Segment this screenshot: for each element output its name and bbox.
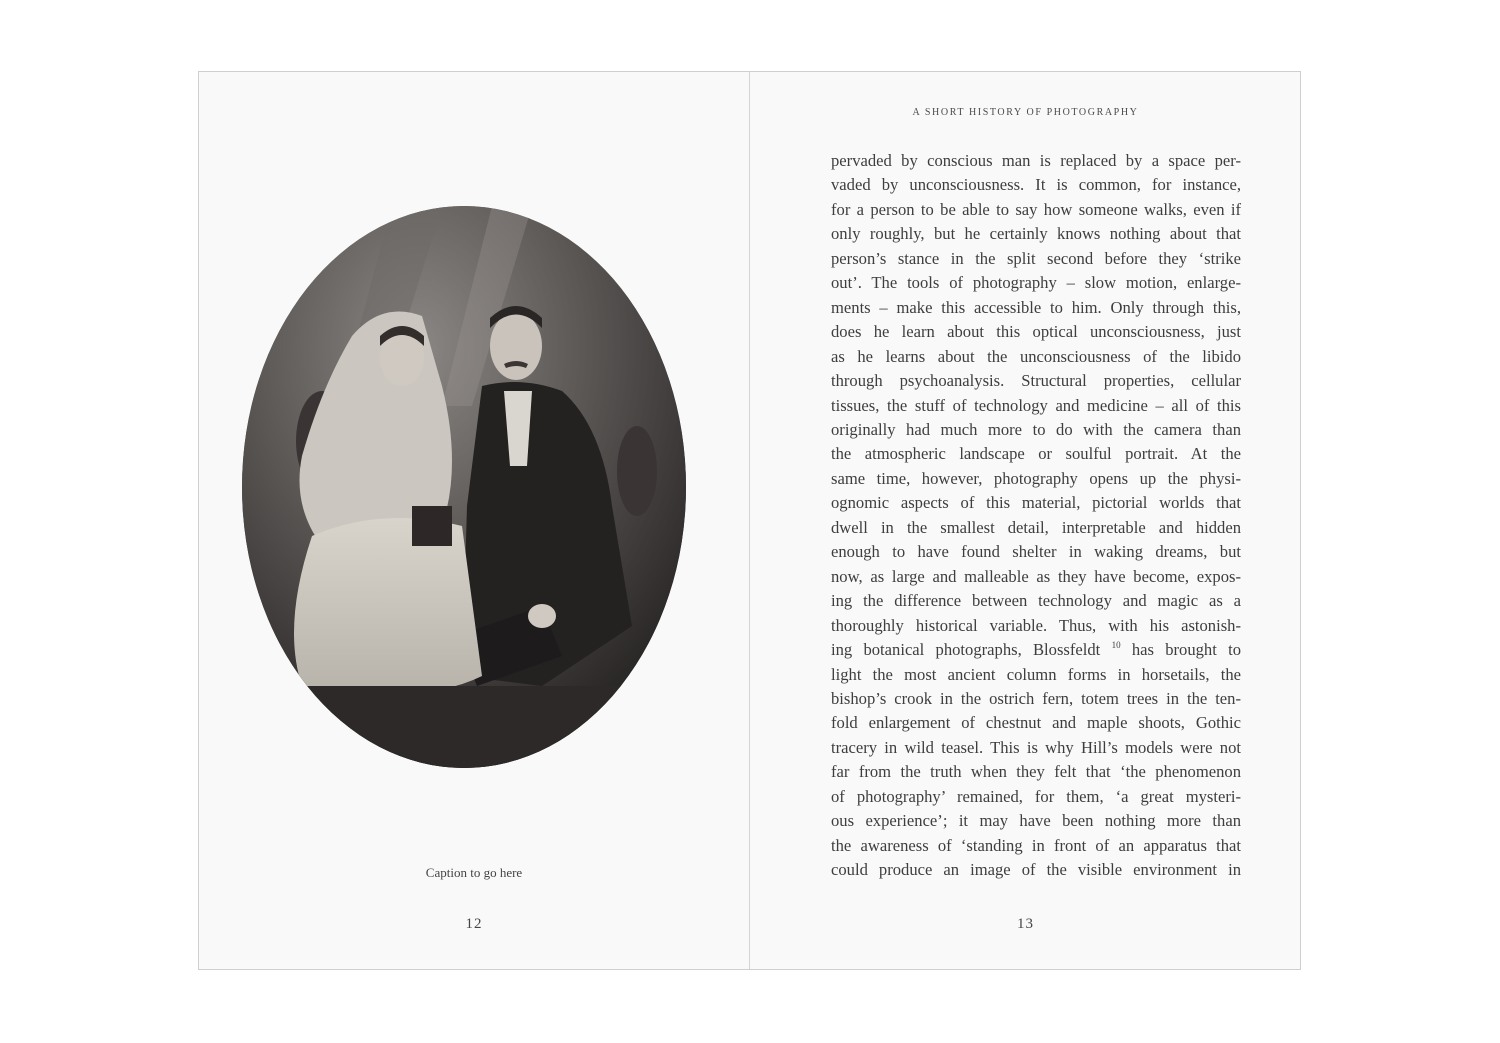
text-line: of photography’ remained, for them, ‘a great mysteri- bbox=[831, 786, 1241, 806]
text-line: now, as large and malleable as they have become, expos- bbox=[831, 566, 1241, 586]
portrait-photograph bbox=[242, 206, 686, 768]
text-line: pervaded by conscious man is replaced by a space per- bbox=[831, 151, 1241, 170]
text-line: through psychoanalysis. Structural properties, cellular bbox=[831, 371, 1241, 391]
text-line: ous experience’; it may have been nothing more than bbox=[831, 811, 1241, 831]
text-line: could produce an image of the visible environment in bbox=[831, 860, 1241, 880]
text-line: the awareness of ‘standing in front of an apparatus that bbox=[831, 835, 1241, 855]
text-line: originally had much more to do with the camera than bbox=[831, 419, 1241, 439]
text-line: enough to have found shelter in waking dreams, but bbox=[831, 542, 1241, 562]
page-number-left: 12 bbox=[465, 916, 483, 932]
text-line: out’. The tools of photography – slow motion, enlarge- bbox=[831, 273, 1241, 293]
text-line: ing the difference between technology and magic as a bbox=[831, 591, 1241, 611]
text-line: thoroughly historical variable. Thus, with his astonish- bbox=[831, 615, 1241, 635]
oval-portrait-photograph-icon bbox=[242, 206, 686, 768]
text-line: ognomic aspects of this material, pictorial worlds that bbox=[831, 493, 1241, 513]
text-line: same time, however, photography opens up the physi- bbox=[831, 468, 1241, 488]
text-line: fold enlargement of chestnut and maple shoots, Gothic bbox=[831, 713, 1241, 733]
text-line: dwell in the smallest detail, interpretable and hidden bbox=[831, 517, 1241, 537]
image-caption: Caption to go here bbox=[425, 865, 523, 880]
text-segment: has brought to bbox=[1131, 640, 1241, 660]
text-segment: ing botanical photographs, Blossfeldt bbox=[831, 640, 1101, 660]
text-line: light the most ancient column forms in horsetails, the bbox=[831, 664, 1241, 684]
book-spread bbox=[198, 71, 1301, 970]
text-line: the atmospheric landscape or soulful portrait. At the bbox=[831, 444, 1241, 464]
page-number-right: 13 bbox=[1017, 916, 1034, 932]
left-page bbox=[199, 72, 750, 969]
running-head: A SHORT HISTORY OF PHOTOGRAPHY bbox=[912, 107, 1139, 118]
text-line: person’s stance in the split second before they ‘strike bbox=[831, 248, 1241, 268]
text-line: far from the truth when they felt that ‘the phenomenon bbox=[831, 762, 1241, 782]
footnote-reference[interactable]: 10 bbox=[1111, 640, 1121, 651]
text-line: for a person to be able to say how someone walks, even if bbox=[831, 199, 1241, 219]
text-line: tracery in wild teasel. This is why Hill’s models were not bbox=[831, 737, 1241, 757]
text-line-with-footnote bbox=[831, 638, 1241, 662]
right-page bbox=[751, 72, 1300, 969]
text-line: as he learns about the unconsciousness of the libido bbox=[831, 346, 1241, 366]
text-line: bishop’s crook in the ostrich fern, totem trees in the ten- bbox=[831, 688, 1241, 708]
text-line: only roughly, but he certainly knows nothing about that bbox=[831, 224, 1241, 244]
text-line: ments – make this accessible to him. Only through this, bbox=[831, 297, 1241, 317]
text-line: tissues, the stuff of technology and medicine – all of this bbox=[831, 395, 1241, 415]
body-text bbox=[831, 149, 1241, 883]
text-line: vaded by unconsciousness. It is common, for instance, bbox=[831, 175, 1241, 195]
text-line: does he learn about this optical unconsciousness, just bbox=[831, 322, 1241, 342]
